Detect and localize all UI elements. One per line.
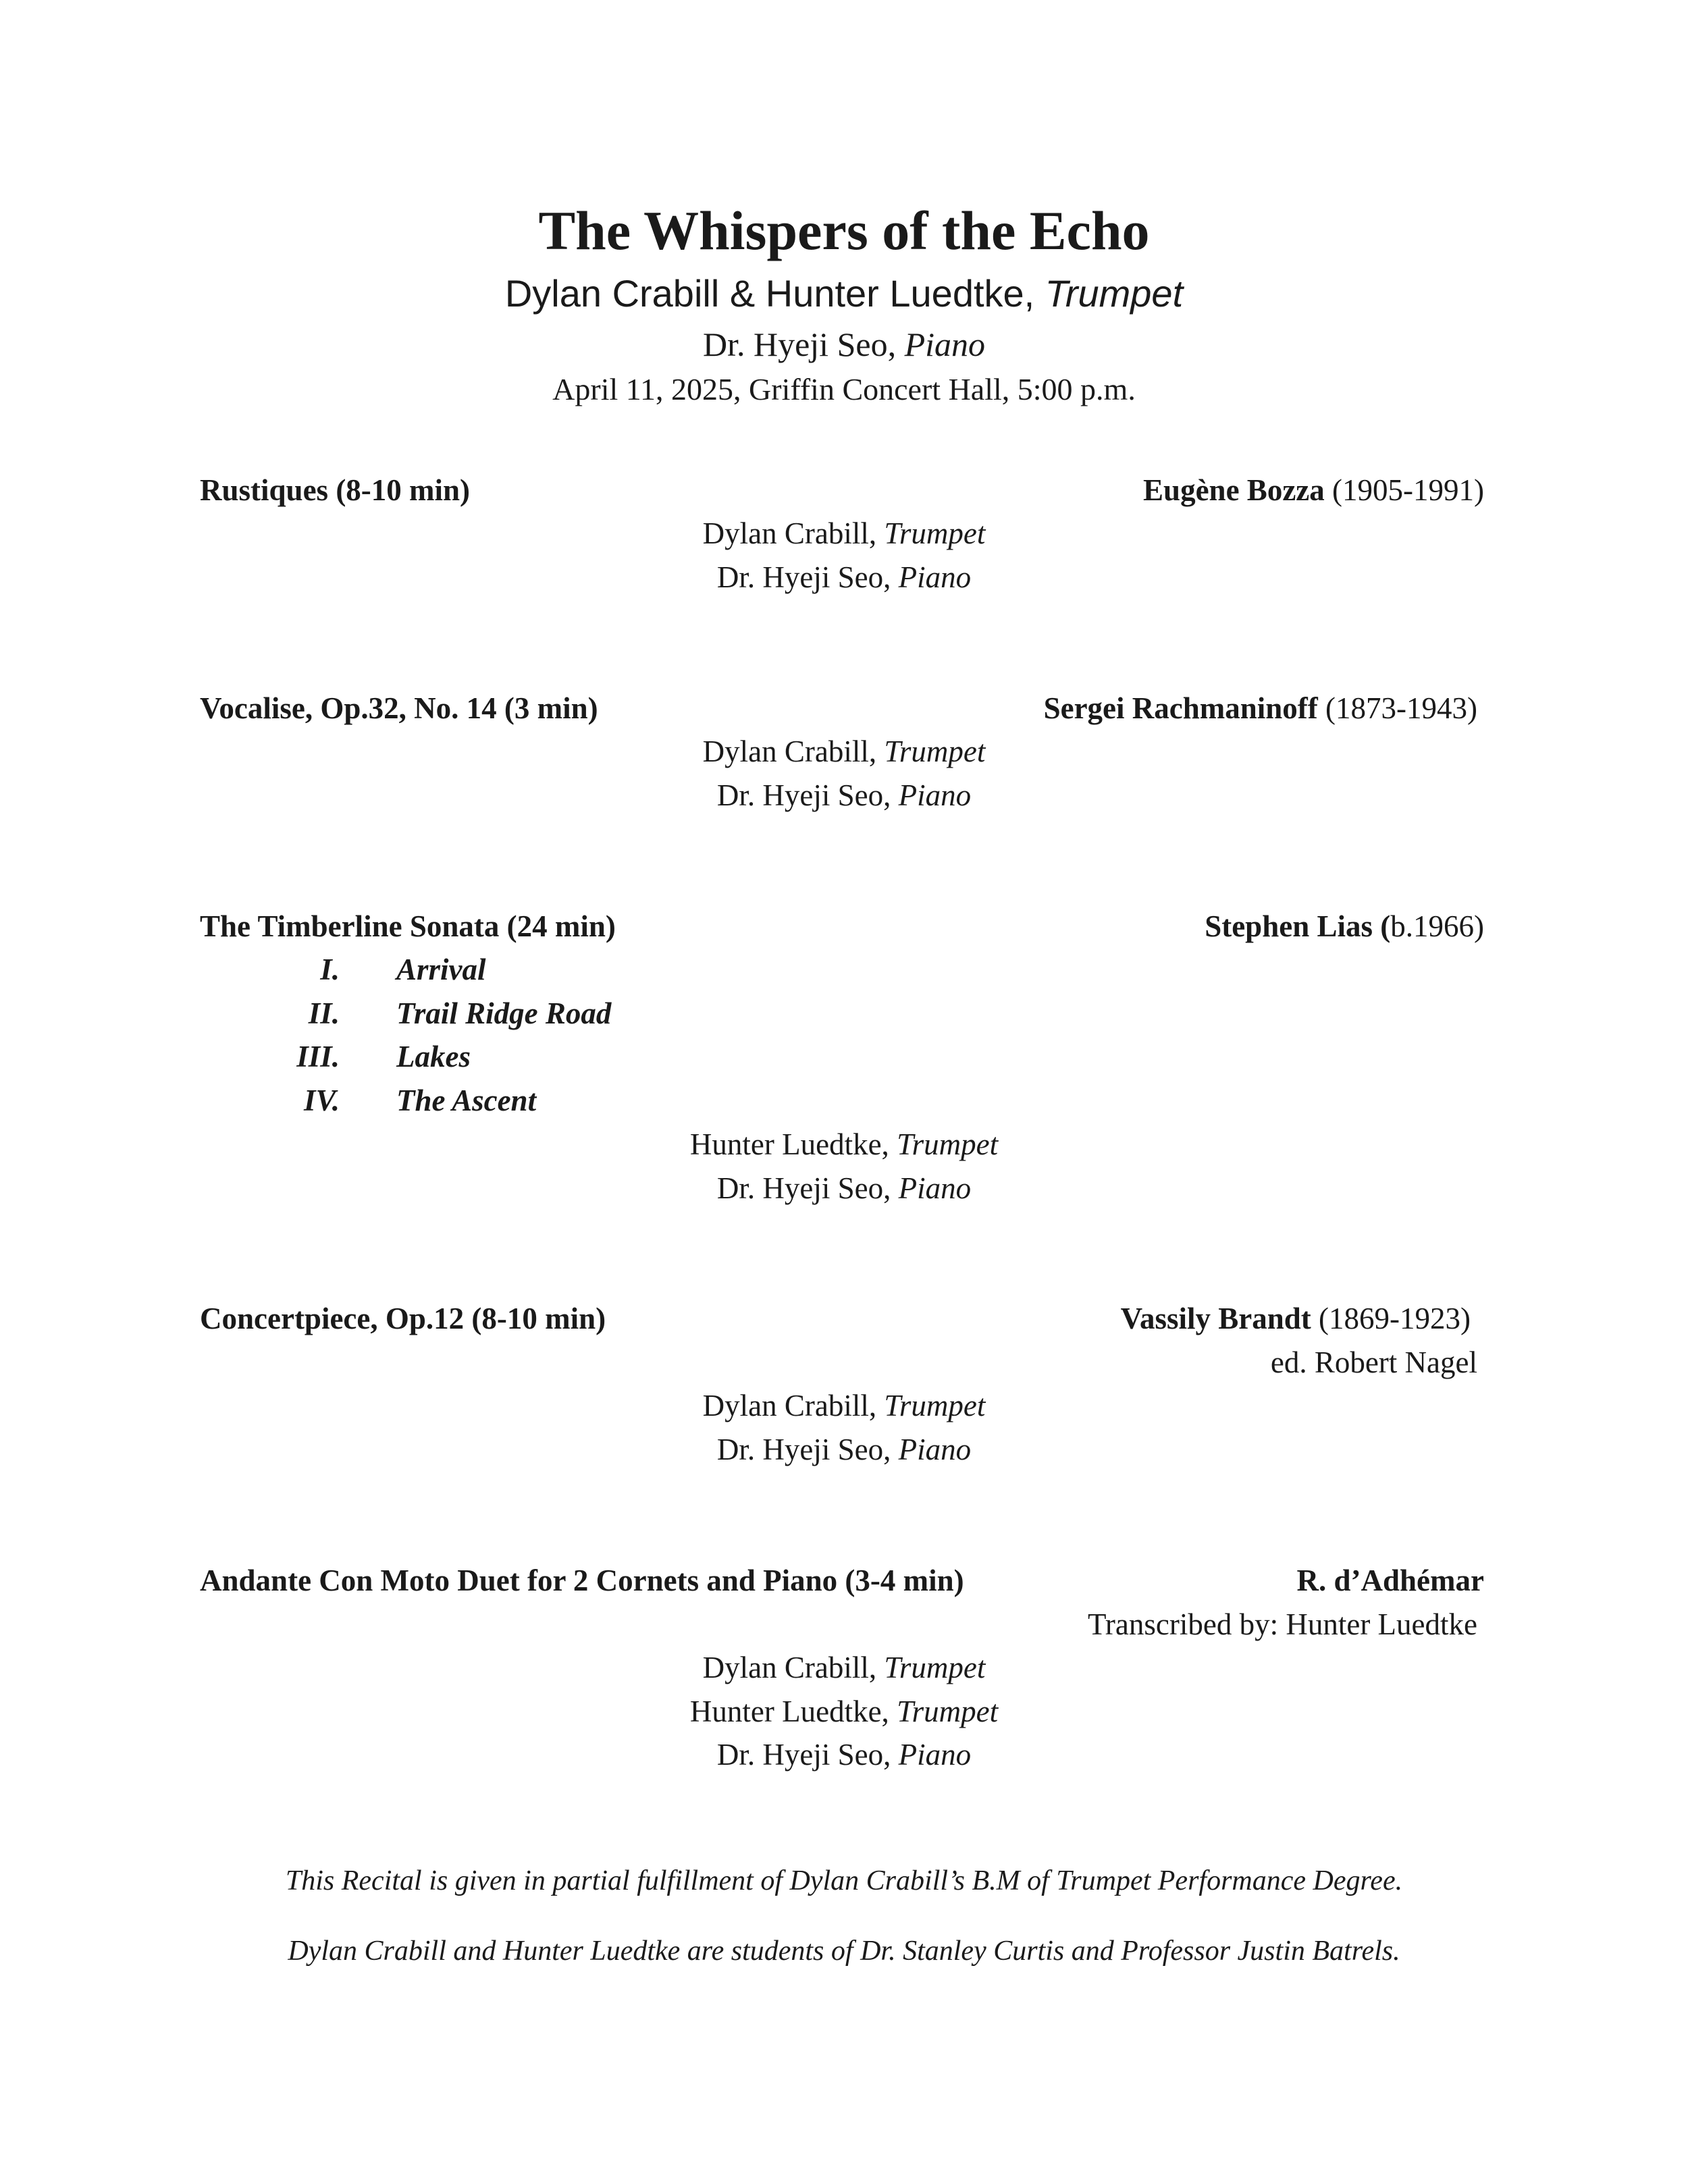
editor-credit: ed. Robert Nagel [1270, 1346, 1477, 1379]
performer-instrument: Piano [898, 1433, 972, 1466]
featured-performers-names: Dylan Crabill & Hunter Luedtke, [504, 272, 1035, 315]
performer-instrument: Piano [898, 1171, 972, 1205]
composer [1121, 1298, 1471, 1339]
piece-title: The Timberline Sonata (24 min) [200, 909, 616, 943]
composer-name: Eugène Bozza [1143, 473, 1325, 507]
pianist-name: Dr. Hyeji Seo, [702, 325, 897, 363]
performer-credit [0, 1647, 1688, 1688]
performer-name: Dr. Hyeji Seo, [716, 560, 891, 594]
composer [1044, 688, 1477, 728]
movement-name: Trail Ridge Road [396, 996, 612, 1030]
performer-instrument: Piano [898, 1738, 972, 1772]
performer-credit [0, 557, 1688, 597]
composer-name: Stephen Lias ( [1205, 909, 1391, 943]
performer-credit [0, 775, 1688, 816]
performer-name: Dr. Hyeji Seo, [716, 1433, 891, 1466]
performer-name: Dr. Hyeji Seo, [716, 778, 891, 812]
performer-instrument: Trumpet [884, 735, 986, 768]
composer [1205, 906, 1484, 947]
featured-performers-instrument: Trumpet [1045, 272, 1184, 315]
composer-name: R. d’Adhémar [1296, 1564, 1484, 1597]
performer-name: Hunter Luedtke, [689, 1695, 889, 1728]
movement-name: Lakes [396, 1040, 471, 1073]
performer-instrument: Piano [898, 778, 972, 812]
performer-name: Dylan Crabill, [702, 516, 877, 550]
composer-dates: (1869-1923) [1319, 1302, 1471, 1335]
performer-instrument: Trumpet [897, 1695, 999, 1728]
pianist-credit [0, 323, 1688, 366]
performer-instrument: Trumpet [884, 1389, 986, 1422]
performer-credit [0, 1429, 1688, 1470]
composer-dates: b.1966) [1390, 909, 1484, 943]
composer [1143, 470, 1484, 510]
movement-name: Arrival [396, 953, 486, 986]
piece-title: Vocalise, Op.32, No. 14 (3 min) [200, 691, 598, 725]
performer-credit [0, 513, 1688, 554]
performer-instrument: Piano [898, 560, 972, 594]
movement-number: II. [308, 996, 340, 1030]
performer-name: Dr. Hyeji Seo, [716, 1738, 891, 1772]
composer-dates: (1905-1991) [1332, 473, 1484, 507]
performer-name: Dylan Crabill, [702, 1389, 877, 1422]
piece-title: Concertpiece, Op.12 (8-10 min) [200, 1302, 606, 1335]
performer-name: Dylan Crabill, [702, 1651, 877, 1684]
performer-credit [0, 731, 1688, 772]
featured-performers [0, 270, 1688, 317]
event-details: April 11, 2025, Griffin Concert Hall, 5:00 p.m. [552, 372, 1136, 406]
performer-name: Dylan Crabill, [702, 735, 877, 768]
performer-instrument: Trumpet [884, 1651, 986, 1684]
composer-name: Vassily Brandt [1120, 1302, 1311, 1335]
performer-credit [0, 1691, 1688, 1732]
performer-credit [0, 1385, 1688, 1426]
performer-credit [0, 1734, 1688, 1775]
piece-title: Rustiques (8-10 min) [200, 473, 471, 507]
transcriber-credit: Transcribed by: Hunter Luedtke [1088, 1607, 1477, 1641]
movement-name: The Ascent [396, 1084, 537, 1117]
movement-number: III. [296, 1040, 340, 1073]
program-title: The Whispers of the Echo [538, 200, 1150, 261]
movement-number: I. [320, 953, 340, 986]
performer-credit [0, 1124, 1688, 1165]
piece-title: Andante Con Moto Duet for 2 Cornets and Piano (3-4 min) [200, 1564, 964, 1597]
composer-name: Sergei Rachmaninoff [1043, 691, 1318, 725]
movement-number: IV. [304, 1084, 340, 1117]
composer-dates: (1873-1943) [1325, 691, 1477, 725]
performer-name: Hunter Luedtke, [689, 1127, 889, 1161]
performer-credit [0, 1168, 1688, 1208]
recital-fulfillment-note: This Recital is given in partial fulfillment of Dylan Crabill’s B.M of Trumpet Performance Degree. [285, 1865, 1403, 1896]
performer-instrument: Trumpet [884, 516, 986, 550]
pianist-instrument: Piano [904, 325, 986, 363]
composer [1297, 1560, 1485, 1601]
performer-name: Dr. Hyeji Seo, [716, 1171, 891, 1205]
teachers-note: Dylan Crabill and Hunter Luedtke are students of Dr. Stanley Curtis and Professor Justin Batrels. [288, 1936, 1400, 1967]
performer-instrument: Trumpet [897, 1127, 999, 1161]
